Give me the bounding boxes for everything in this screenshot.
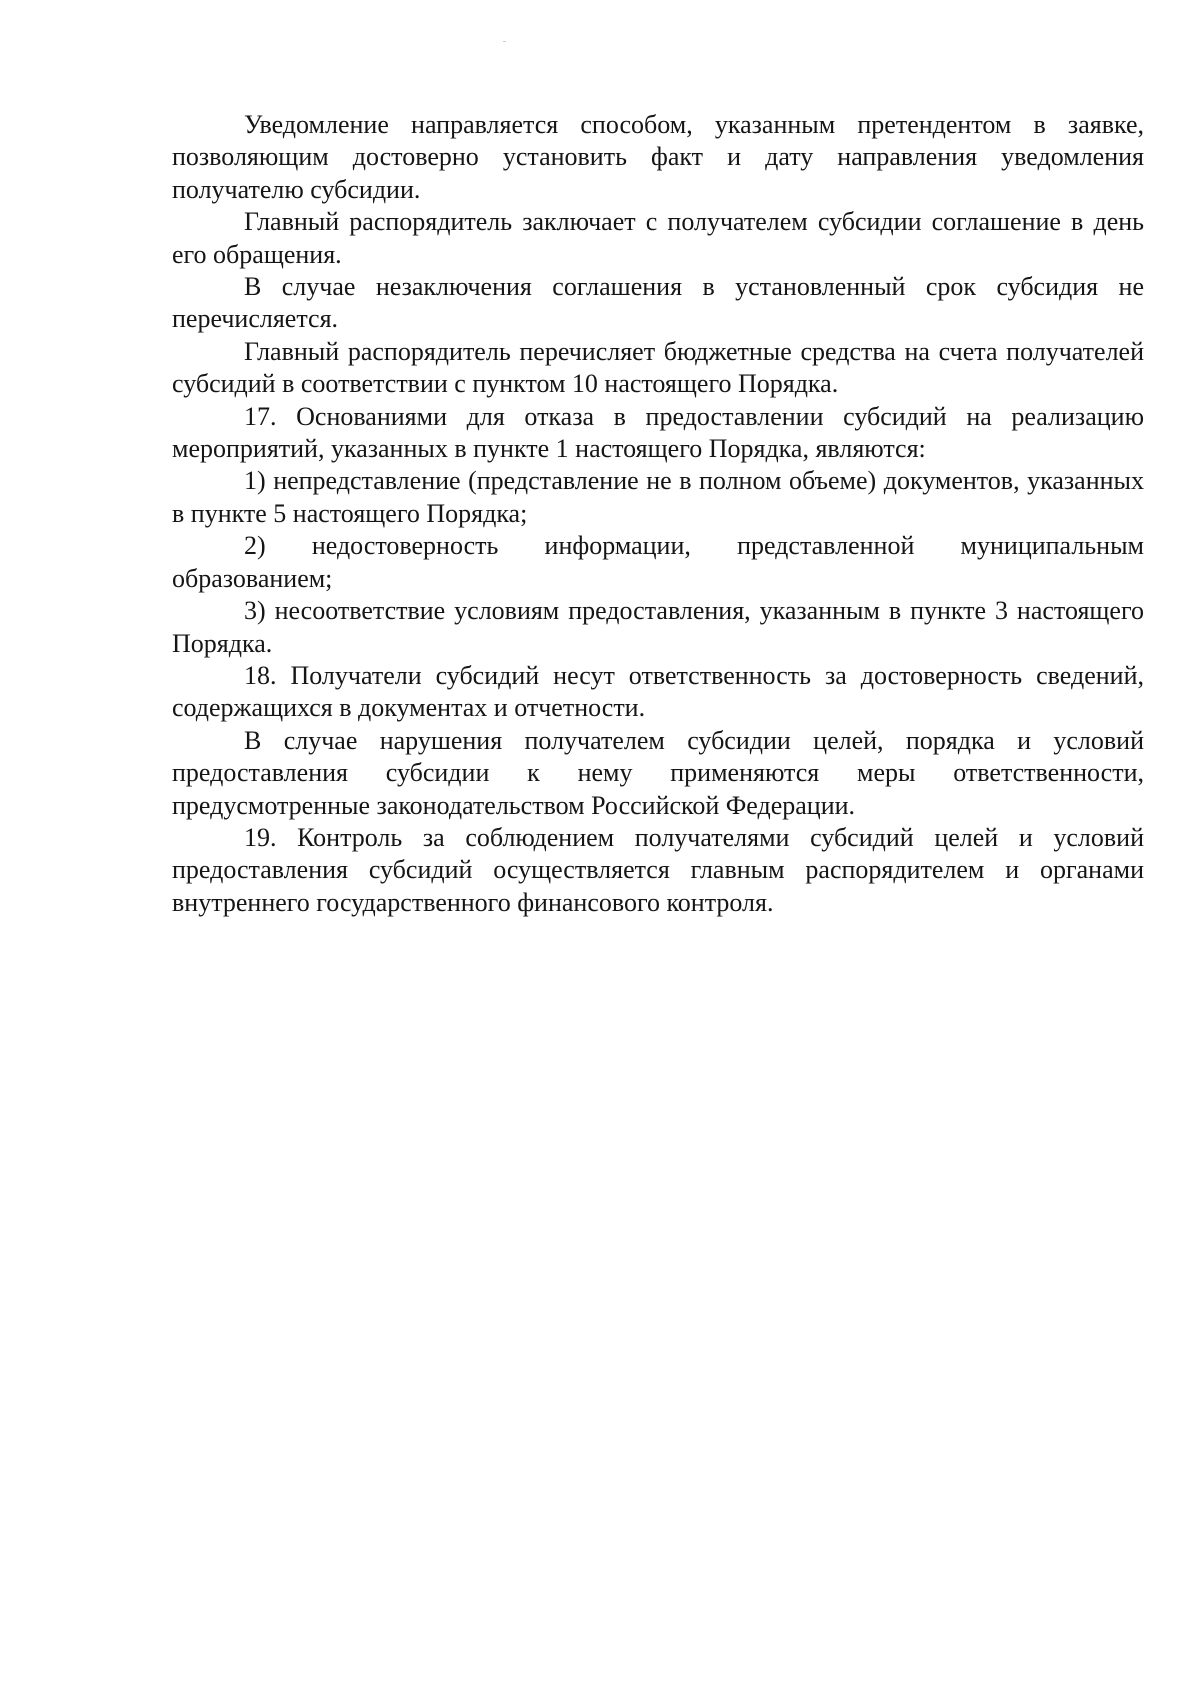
- paragraph-no-agreement: В случае незаключения соглашения в установленный срок субсидия не перечисляется.: [172, 272, 1144, 334]
- document-body: [172, 109, 1144, 919]
- paragraph-item-18: 18. Получатели субсидий несут ответственность за достоверность сведений, содержащихся в документах и отчетности.: [172, 660, 1144, 723]
- scan-artifact: [503, 41, 506, 42]
- paragraph-notification-method: Уведомление направляется способом, указанным претендентом в заявке, позволяющим достоверно установить факт и дату направления уведомления получателю субсидии.: [172, 110, 1144, 204]
- list-item-17-3: 3) несоответствие условиям предоставления, указанным в пункте 3 настоящего Порядка.: [172, 596, 1144, 658]
- list-item-17-2: 2) недостоверность информации, представленной муниципальным образованием;: [172, 531, 1144, 593]
- paragraph-violation-liability: В случае нарушения получателем субсидии целей, порядка и условий предоставления субсидии к нему применяются меры ответственности, предусмотренные законодательством Российской Федерации.: [172, 725, 1144, 820]
- paragraph-item-19: 19. Контроль за соблюдением получателями субсидий целей и условий предоставления субсидий осуществляется главным распорядителем и органами внутреннего государственного финансового контроля.: [172, 822, 1144, 917]
- paragraph-item-17: 17. Основаниями для отказа в предоставлении субсидий на реализацию мероприятий, указанных в пункте 1 настоящего Порядка, являются:: [172, 401, 1144, 464]
- paragraph-agreement-conclusion: Главный распорядитель заключает с получателем субсидии соглашение в день его обращения.: [172, 207, 1144, 269]
- list-item-17-1: 1) непредставление (представление не в полном объеме) документов, указанных в пункте 5 настоящего Порядка;: [172, 466, 1144, 528]
- paragraph-funds-transfer: Главный распорядитель перечисляет бюджетные средства на счета получателей субсидий в соответствии с пунктом 10 настоящего Порядка.: [172, 336, 1144, 399]
